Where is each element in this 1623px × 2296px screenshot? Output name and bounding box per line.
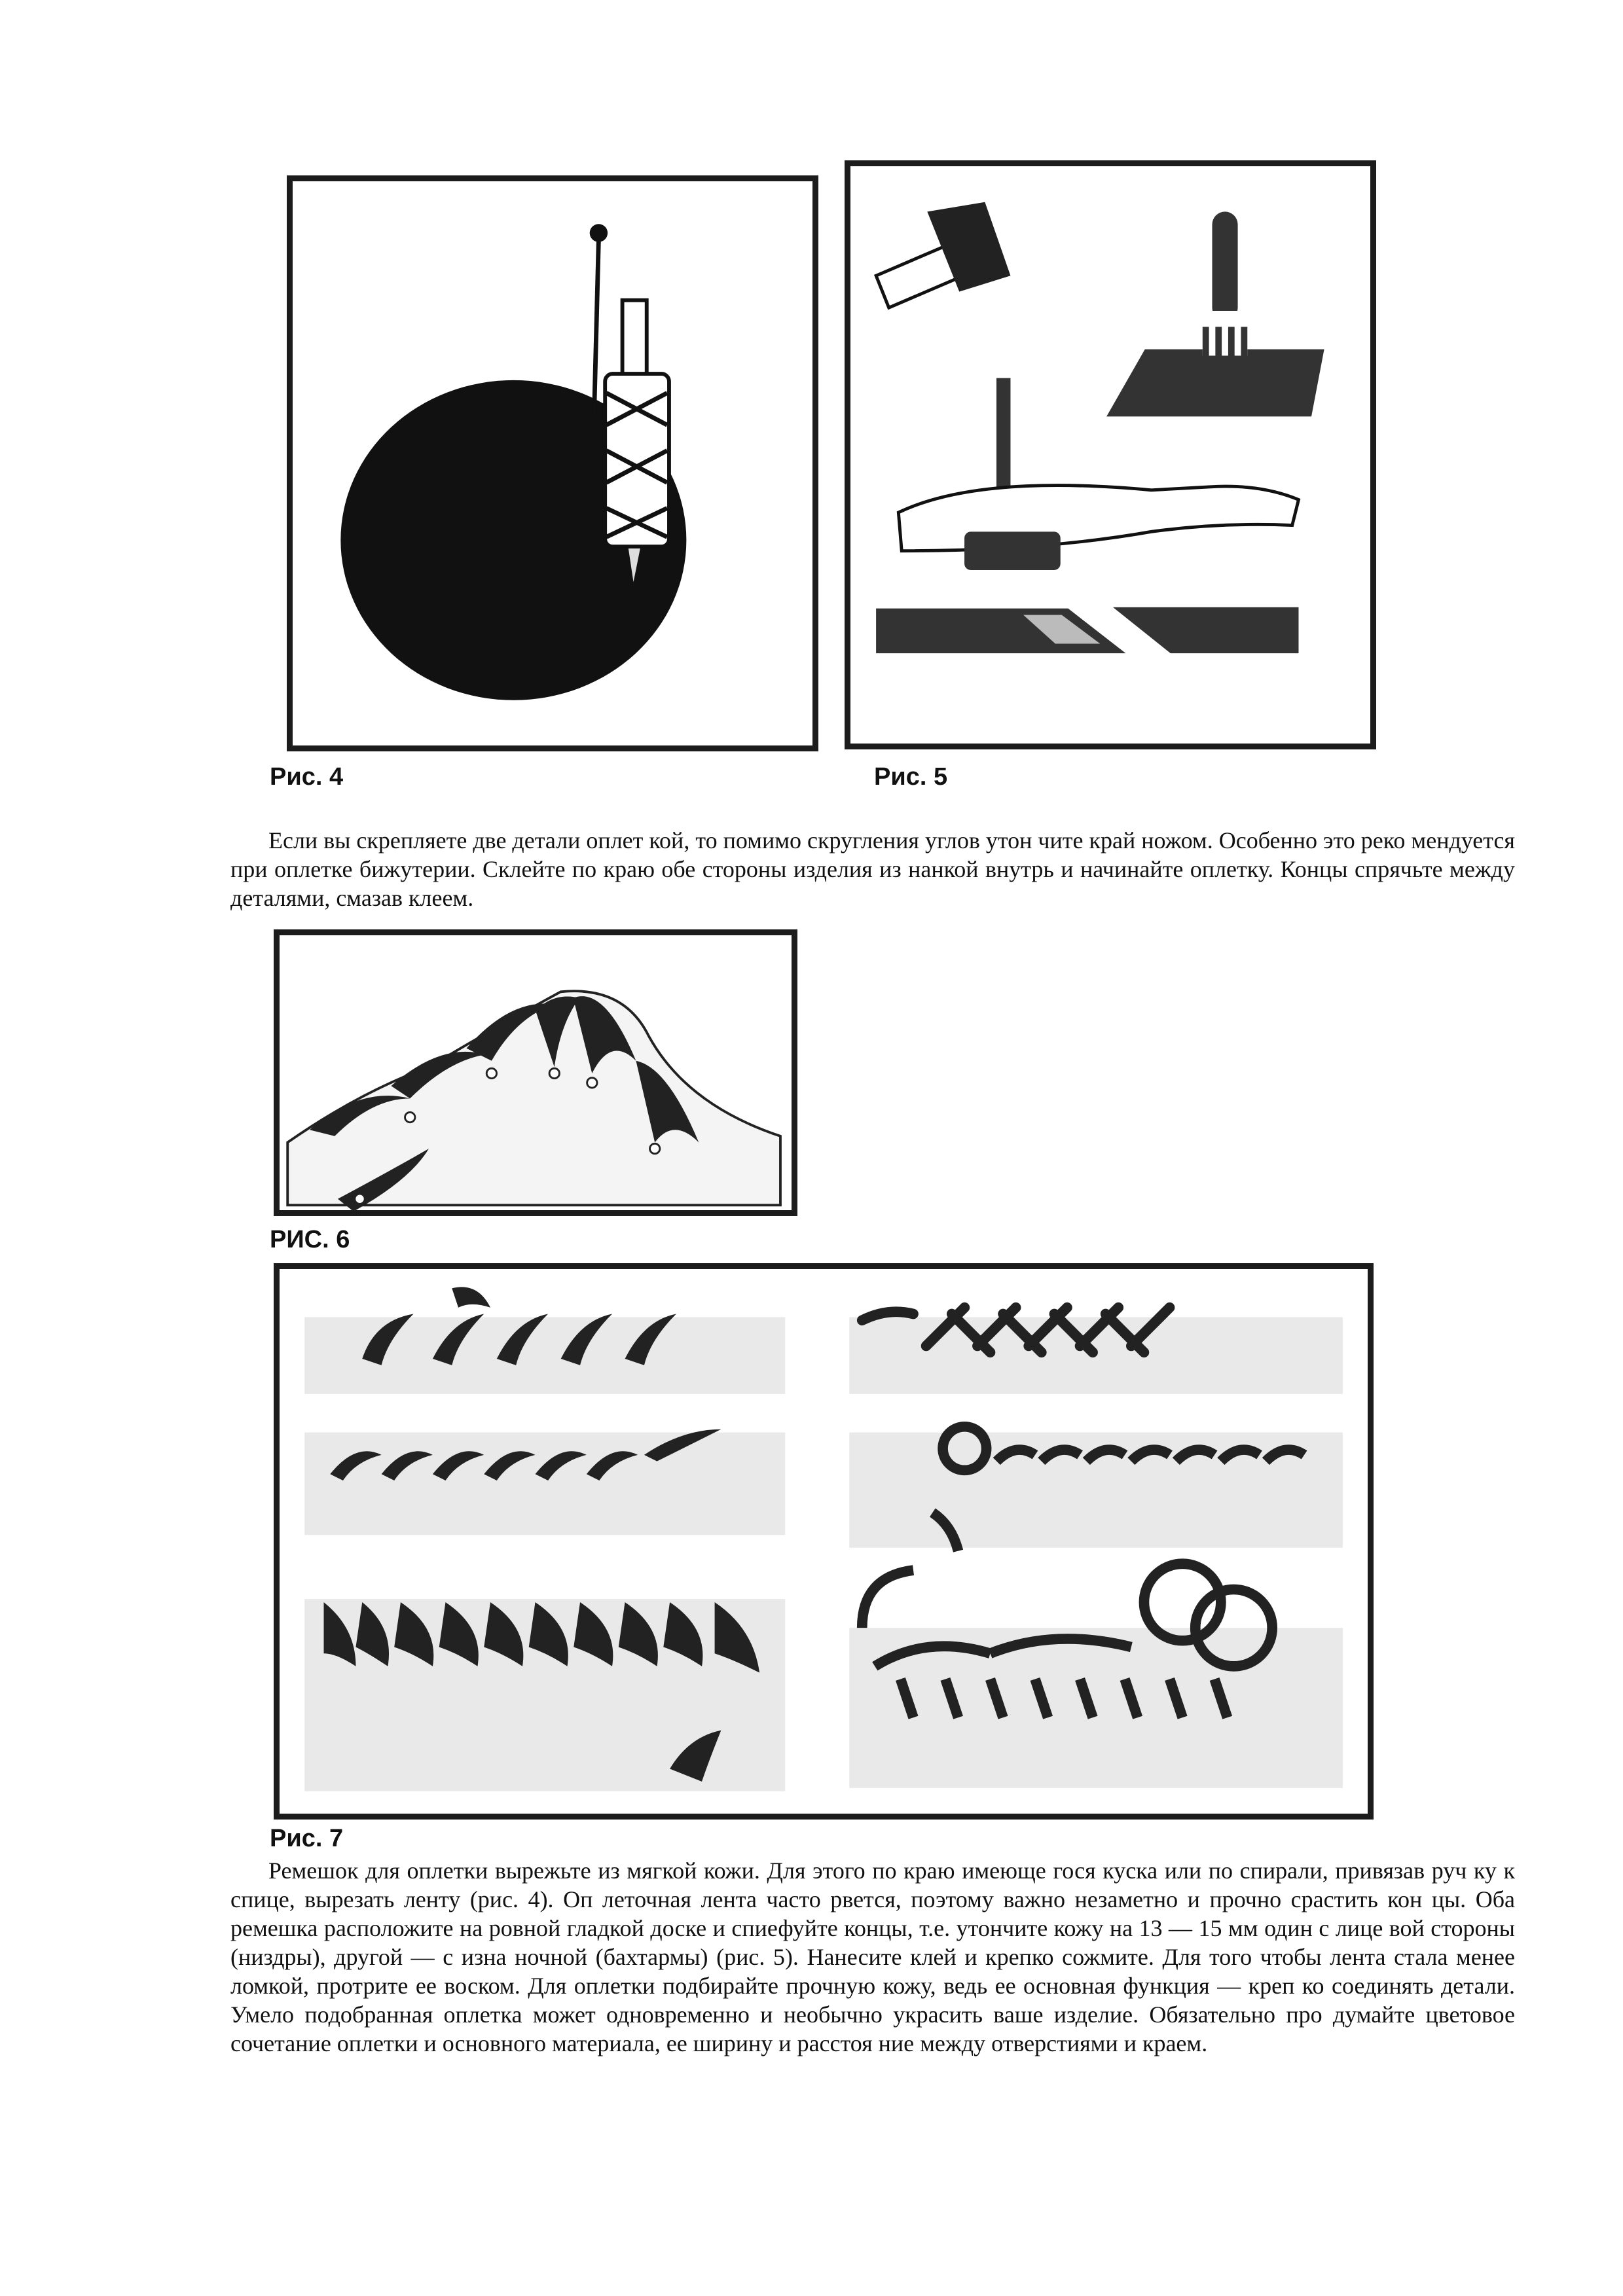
- hammer: [876, 202, 1010, 308]
- figure-5-illustration: [850, 166, 1370, 744]
- leather-panels: [304, 1317, 1343, 1791]
- figure-5-frame: [845, 160, 1376, 749]
- paragraph-1: [230, 826, 1515, 912]
- paragraph-2-text: Ремешок для оплетки вырежьте из мягкой кожи. Для этого по краю имеюще гося куска или по спирали, привязав руч ку к спице, вырезать ленту (рис. 4). Оп леточная лента часто рвется, поэтому важно незаметно и прочно срастить кон цы. Оба ремешка расположите на ровной гладкой доске и спиефуйте концы, т.е. утончите кожу на 13 — 15 мм один с лице вой стороны (низдры), другой — с изна ночной (бахтармы) (рис. 5). Нанесите клей и крепко сожмите. Для того чтобы лента стала менее ломкой, протрите ее воском. Для оплетки подбирайте прочную кожу, ведь ее основная функция — креп ко соединять детали. Умело подобранная оплетка может одновременно и необычно украсить ваше изделие. Обязательно про думайте цветовое сочетание оплетки и основного материала, ее ширину и расстоя ние между отверстиями и краем.: [230, 1857, 1515, 2056]
- leather-piece: [287, 991, 780, 1205]
- figure-6-illustration: [280, 935, 792, 1210]
- leather-strip: [898, 486, 1298, 570]
- figure-6-caption: РИС. 6: [270, 1226, 350, 1253]
- figure-6-frame: [274, 929, 797, 1216]
- figure-7-frame: [274, 1263, 1374, 1820]
- paragraph-2: [230, 1856, 1515, 2058]
- needle-head: [590, 224, 608, 242]
- skived-strip: [876, 607, 1298, 653]
- figure-7-illustration: [280, 1269, 1368, 1814]
- paragraph-1-text: Если вы скрепляете две детали оплет кой, то помимо скругления углов утон чите край ножом. Особенно это реко мендуется при оплетке бижутерии. Склейте по краю обе стороны изделия из нанкой внутрь и начинайте оплетку. Концы спрячьте между деталями, смазав клеем.: [230, 827, 1515, 911]
- figure-4-illustration: [293, 181, 812, 745]
- figure-4-caption: Рис. 4: [270, 763, 344, 791]
- figure-7-caption: Рис. 7: [270, 1825, 344, 1852]
- figure-5-caption: Рис. 5: [874, 763, 948, 791]
- fork-punch: [1106, 211, 1324, 416]
- figure-4-frame: [287, 175, 818, 751]
